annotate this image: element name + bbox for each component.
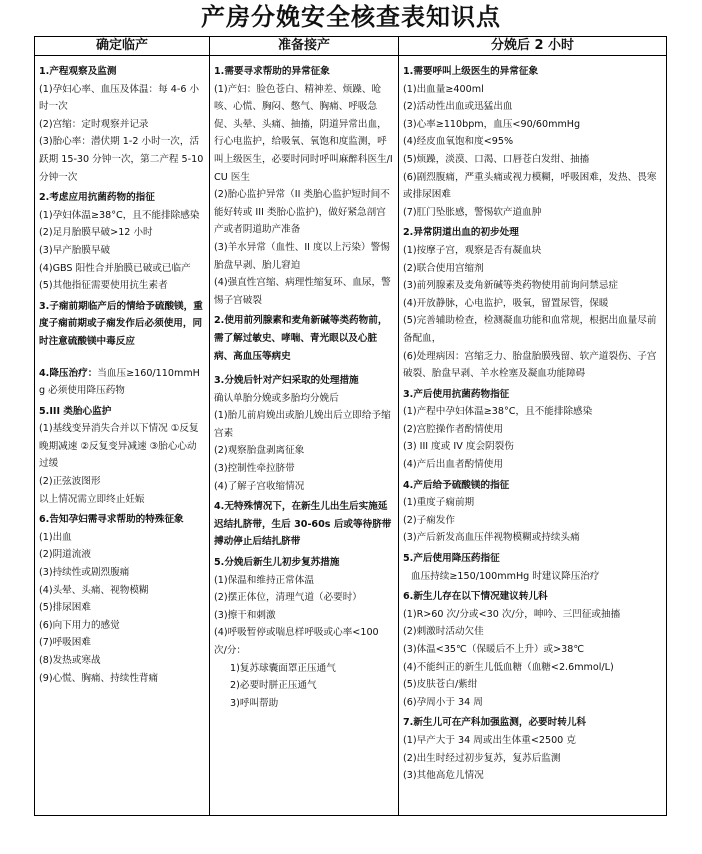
- list-item: (5)完善辅助检查，检测凝血功能和血常规，根据出血量尽前备配血，: [403, 315, 657, 344]
- list-item: (4)不能纠正的新生儿低血糖（血糖<2.6mmol/L): [403, 661, 614, 673]
- list-item: (1)重度子痫前期: [403, 497, 475, 509]
- list-item: (8)发热或寒战: [39, 655, 101, 666]
- section-item: (4)呼吸暂停或喘息样呼吸或心率<100 次/分：: [214, 627, 379, 656]
- section-item: (2)足月胎膜早破>12 小时: [39, 227, 153, 239]
- list-item: (4)产后出血者酌情使用: [403, 459, 503, 471]
- list-item: (6)剧烈腹痛，严重头痛或视力模糊，呼吸困难，发热、畏寒或排尿困难: [403, 171, 657, 201]
- section-item: (3)控制性牵拉脐带: [214, 463, 295, 475]
- section-heading: 5.产后使用降压药指征: [403, 553, 500, 565]
- section-heading: 2.考虑应用抗菌药物的指征: [39, 192, 155, 204]
- section-item: (4)强直性宫缩、病理性缩复环、血尿，警惕子宫破裂: [214, 277, 391, 306]
- list-item: (3) III 度或 IV 度会阴裂伤: [403, 441, 514, 453]
- section-heading: 5.分娩后新生儿初步复苏措施: [214, 557, 340, 569]
- list-item: (4)头晕、头痛、视物模糊: [39, 584, 149, 596]
- list-item: (3)产后新发高血压伴视物模糊或持续头痛: [403, 532, 580, 544]
- section-item: (4)GBS 阳性合并胎膜已破或已临产: [39, 262, 191, 274]
- section-heading: 1.需要呼叫上级医生的异常征象: [403, 66, 539, 77]
- section-item: 血压持续≥150/100mmHg 时建议降压治疗: [411, 570, 600, 582]
- page-title: 产房分娩安全核查表知识点: [201, 2, 501, 31]
- section-item: (4)了解子宫收缩情况: [214, 480, 305, 492]
- section-item: (2)摆正体位，清理气道（必要时）: [214, 592, 362, 604]
- section-item: (1)保温和维持正常体温: [214, 574, 314, 586]
- list-item: (1)出血量≥400ml: [403, 83, 484, 95]
- section-item: (3)胎心率：潜伏期 1-2 小时一次，活跃期 15-30 分钟一次，第二产程 5-10 分钟一次: [39, 136, 204, 183]
- section-item: (2)观察胎盘剥离征象: [214, 445, 305, 457]
- section-heading: 4.产后给予硫酸镁的指征: [403, 479, 510, 491]
- section-item: (3)羊水异常（血性、II 度以上污染）警惕胎盘早剥、胎儿窘迫: [214, 241, 390, 271]
- list-item: (6)处理病因：宫缩乏力、胎盘胎膜残留、软产道裂伤、子宫破裂、胎盘早剥、羊水栓塞及凝血功能障碍: [403, 350, 657, 380]
- list-item: (4)开放静脉，心电监护，吸氧，留置尿管，保暖: [403, 297, 609, 309]
- column-labor-confirmed: [35, 37, 210, 815]
- list-item: (3)前列腺素及麦角新碱等类药物使用前询问禁忌症: [403, 280, 619, 292]
- list-item: (3)心率≥110bpm，血压<90/60mmHg: [403, 118, 581, 130]
- section-item: 以上情况需立即终止妊娠: [39, 493, 145, 505]
- column-header: 分娩后 2 小时: [399, 37, 666, 56]
- section-heading: 7.新生儿可在产科加强监测，必要时转儿科: [403, 717, 587, 729]
- section-heading: 4.降压治疗：: [39, 367, 98, 379]
- section-item: [39, 365, 205, 400]
- section-item: (1)胎儿前肩娩出或胎儿娩出后立即给予缩宫素: [214, 410, 391, 439]
- section-item: (1)孕妇体温≥38°C，且不能排除感染: [39, 209, 200, 221]
- column-delivery-prep: [210, 37, 399, 815]
- section-text: 当血压≥160/110mmHg 必须使用降压药物: [39, 367, 200, 397]
- list-item: (5)皮肤苍白/紫绀: [403, 679, 478, 691]
- section-heading: 2.异常阴道出血的初步处理: [403, 227, 519, 239]
- list-item: (3)持续性或剧烈腹痛: [39, 567, 130, 579]
- list-item: (2)阴道流液: [39, 549, 91, 561]
- list-item: (2)刺激时活动欠佳: [403, 626, 484, 638]
- list-item: (2)宫腔操作者酌情使用: [403, 423, 503, 435]
- section-heading: 5.III 类胎心监护: [39, 405, 112, 417]
- section-item: (2)胎心监护异常（II 类胎心监护短时间不能好转或 III 类胎心监护)，做好紧急剖宫产或者阴道助产准备: [214, 189, 390, 236]
- list-item: (1)出血: [39, 531, 72, 543]
- list-item: (6)向下用力的感觉: [39, 619, 120, 631]
- list-item: (2)活动性出血或迅猛出血: [403, 101, 513, 113]
- list-item: (1)R>60 次/分或<30 次/分，呻吟、三凹征或抽搐: [403, 608, 621, 620]
- list-item: (2)出生时经过初步复苏，复苏后监测: [403, 752, 561, 764]
- section-heading: 4.无特殊情况下，在新生儿出生后实施延迟结扎脐带，生后 30-60s 后或等待脐带搏动停止后结扎脐带: [214, 501, 392, 548]
- list-item: (5)烦躁，淡漠、口渴、口唇苍白发绀、抽搐: [403, 153, 590, 165]
- section-heading: 1.产程观察及监测: [39, 66, 117, 77]
- list-item: (2)子痫发作: [403, 514, 455, 526]
- list-item: (3)体温<35℃（保暖后不上升）或>38℃: [403, 644, 585, 655]
- sub-item: 3)呼叫帮助: [230, 697, 279, 709]
- section-item: (1)孕妇心率、血压及体温：每 4-6 小时一次: [39, 83, 200, 113]
- list-item: (6)孕周小于 34 周: [403, 696, 483, 708]
- list-item: (9)心慌、胸痛、持续性背痛: [39, 672, 159, 684]
- column-body: [35, 56, 209, 687]
- list-item: (2)联合使用宫缩剂: [403, 262, 484, 274]
- list-item: (1)产程中孕妇体温≥38°C，且不能排除感染: [403, 406, 593, 418]
- sub-item: 2)必要时胼正压通气: [230, 680, 317, 692]
- section-item: (1)产妇：脸色苍白、精神差、烦躁、呛咳、心慌、胸闷、憋气、胸痛、呼吸急促、头晕、头痛、抽搐，阴道异常出血，行心电监护，给吸氧、氧饱和度监测，呼叫上级医生，必要时同时呼叫麻醉科医生/ICU 医生: [214, 83, 393, 183]
- section-item: 确认单胎分娩或多胎均分娩后: [214, 392, 339, 404]
- sub-item: 1)复苏球囊面罩正压通气: [230, 662, 336, 674]
- section-item: (1)基线变异消失合并以下情况 ①反复晚期减速 ②反复变异减速 ③胎心心动过缓: [39, 423, 199, 470]
- section-item: (2)正弦波图形: [39, 476, 101, 488]
- list-item: (3)其他高危儿情况: [403, 770, 484, 782]
- list-item: (1)按摩子宫，观察是否有凝血块: [403, 244, 542, 256]
- section-heading: 2.使用前列腺素和麦角新碱等类药物前，需了解过敏史、哮喘、青光眼以及心脏病、高血压等病史: [214, 315, 388, 362]
- list-item: (4)经皮血氧饱和度<95%: [403, 136, 514, 148]
- section-heading: 6.告知孕妇需寻求帮助的特殊征象: [39, 514, 184, 526]
- section-heading: 3.分娩后针对产妇采取的处理措施: [214, 375, 359, 387]
- list-item: (7)肛门坠胀感，警惕软产道血肿: [403, 206, 542, 218]
- section-heading: 6.新生儿存在以下情况建议转儿科: [403, 591, 548, 603]
- list-item: (7)呼吸困难: [39, 637, 91, 649]
- section-heading: 3.子痫前期临产后的情给予硫酸镁，重度子痫前期或子痫发作后必须使用，同时注意硫酸镁中毒反应: [39, 300, 203, 347]
- section-heading: 1.需要寻求帮助的异常征象: [214, 66, 330, 77]
- column-postpartum-2h: [399, 37, 666, 815]
- checklist-table: [34, 36, 667, 816]
- column-body: [399, 56, 666, 785]
- section-heading: 3.产后使用抗菌药物指征: [403, 388, 510, 400]
- section-item: (3)擦干和刺激: [214, 609, 276, 621]
- column-body: [210, 56, 398, 712]
- section-item: (5)其他指征需要使用抗生素者: [39, 280, 168, 292]
- column-header: 准备接产: [210, 37, 398, 56]
- list-item: (5)排尿困难: [39, 602, 91, 614]
- column-header: 确定临产: [35, 37, 209, 56]
- section-item: (2)宫缩：定时观察并记录: [39, 118, 149, 130]
- list-item: (1)早产大于 34 周或出生体重<2500 克: [403, 734, 576, 746]
- section-item: (3)早产胎膜早破: [39, 244, 111, 256]
